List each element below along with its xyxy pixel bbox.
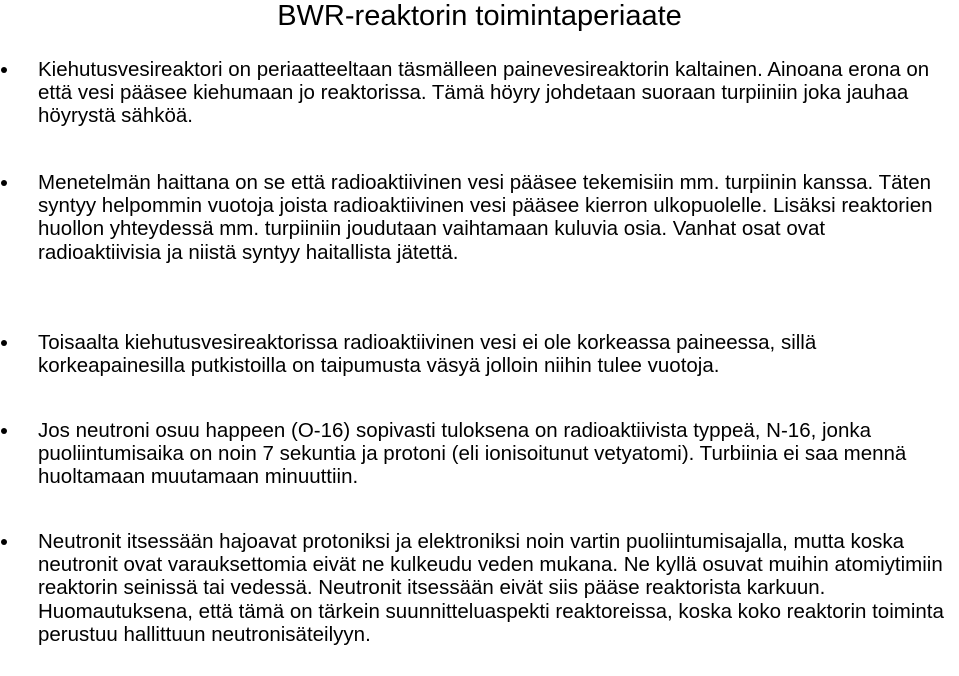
bullet-text: Menetelmän haittana on se että radioaktiivinen vesi pääsee tekemisiin mm. turpiinin kanssa. Täten syntyy helpommin vuotoja joista radioaktiivinen vesi pääsee kierron ulkopuolelle. Lisäksi reaktorien huollon yhteydessä mm. turpiiniin joudutaan vaihtamaan kuluvia osia. Vanhat osat ovat radioaktiivisia ja niistä syntyy haitallista jätettä. [38, 171, 933, 264]
bullet-dot-icon [1, 67, 7, 73]
bullet-dot-icon [1, 180, 7, 186]
bullet-text: Jos neutroni osuu happeen (O-16) sopivasti tuloksena on radioaktiivista typpeä, N-16, jonka puoliintumisaika on noin 7 sekuntia ja protoni (eli ionisoitunut vetyatomi). Turbiinia ei saa mennä huoltamaan muutamaan minuuttiin. [38, 419, 907, 489]
bullet-text: Toisaalta kiehutusvesireaktorissa radioaktiivinen vesi ei ole korkeassa paineessa, sillä korkeapainesilla putkistoilla on taipumusta väsyä jolloin niihin tulee vuotoja. [38, 331, 817, 378]
bullet-dot-icon [1, 340, 7, 346]
slide-title: BWR-reaktorin toimintaperiaate [277, 0, 682, 32]
bullet-dot-icon [1, 539, 7, 545]
bullet-text: Kiehutusvesireaktori on periaatteeltaan täsmälleen painevesireaktorin kaltainen. Ainoana erona on että vesi pääsee kiehumaan jo reaktorissa. Tämä höyry johdetaan suoraan turpiiniin joka jauhaa höyrystä sähköä. [38, 58, 930, 128]
bullet-dot-icon [1, 428, 7, 434]
bullet-text: Neutronit itsessään hajoavat protoniksi ja elektroniksi noin vartin puoliintumisajalla, mutta koska neutronit ovat varauksettomia eivät ne kulkeudu veden mukana. Ne kyllä osuvat muihin atomiytimiin reaktorin seinissä tai vedessä. Neutronit itsessään eivät siis pääse reaktorista karkuun. Huomautuksena, että tämä on tärkein suunnitteluaspekti reaktoreissa, koska koko reaktorin toiminta perustuu hallittuun neutronisäteilyyn. [38, 530, 944, 646]
